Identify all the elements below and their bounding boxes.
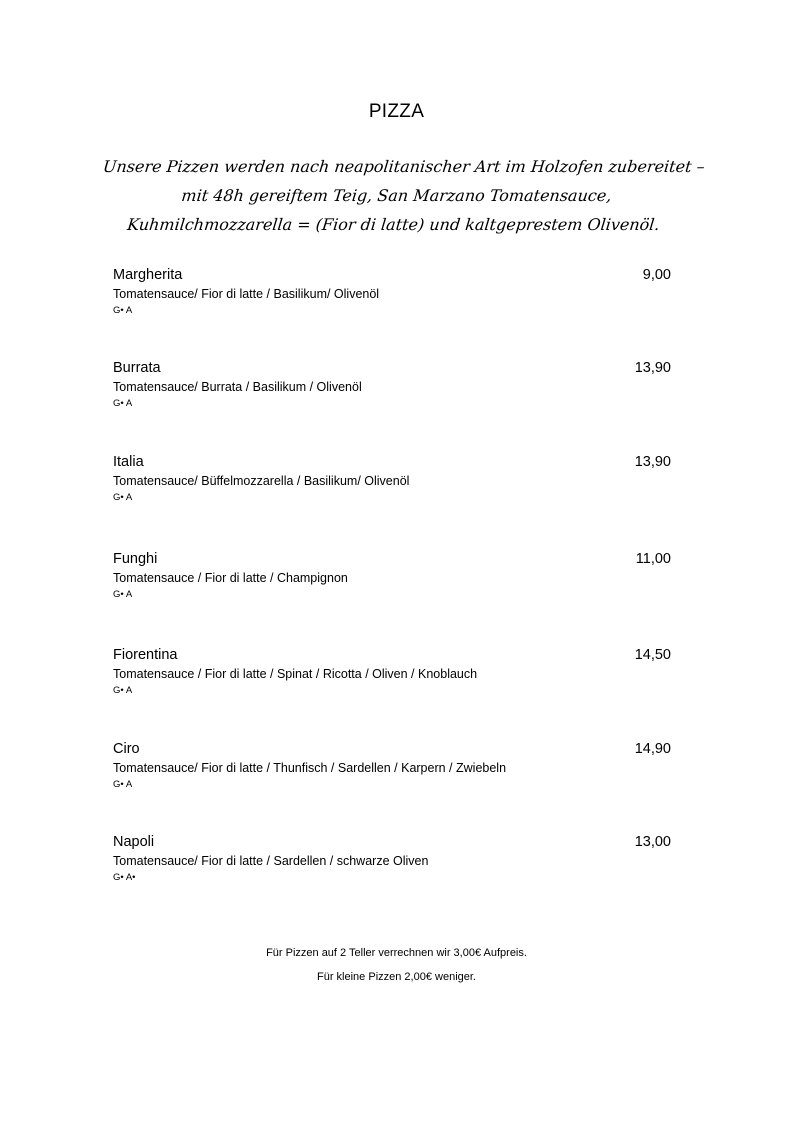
item-price: 11,00 xyxy=(635,551,671,567)
item-price: 14,90 xyxy=(634,741,671,757)
item-name: Funghi xyxy=(113,551,158,567)
item-price: 14,50 xyxy=(634,647,671,663)
note-split-plate: Für Pizzen auf 2 Teller verrechnen wir 3,00€ Aufpreis. xyxy=(266,947,527,959)
menu-item-margherita xyxy=(113,266,671,318)
item-description: Tomatensauce/ Fior di latte / Basilikum/ Olivenöl xyxy=(113,287,380,301)
item-price: 13,90 xyxy=(634,454,671,470)
intro-line: Unsere Pizzen werden nach neapolitanischer Art im Holzofen zubereitet – xyxy=(102,157,706,176)
item-allergens: G• A xyxy=(113,685,133,696)
item-name: Fiorentina xyxy=(113,647,178,663)
item-price: 13,90 xyxy=(634,360,671,376)
menu-item-funghi xyxy=(113,550,671,602)
intro-line: Kuhmilchmozzarella = (Fior di latte) und kaltgeprestem Olivenöl. xyxy=(126,215,661,234)
item-description: Tomatensauce / Fior di latte / Champignon xyxy=(113,571,348,585)
item-price: 13,00 xyxy=(634,834,671,850)
intro-text xyxy=(95,152,706,239)
item-allergens: G• A• xyxy=(113,872,136,883)
menu-item-fiorentina xyxy=(113,646,671,698)
item-price: 9,00 xyxy=(642,267,671,283)
item-name: Burrata xyxy=(113,360,161,376)
item-name: Italia xyxy=(113,454,144,470)
menu-item-italia xyxy=(113,453,671,505)
item-allergens: G• A xyxy=(113,589,133,600)
page-title: PIZZA xyxy=(368,101,425,122)
item-description: Tomatensauce / Fior di latte / Spinat / Ricotta / Oliven / Knoblauch xyxy=(113,667,478,681)
item-description: Tomatensauce/ Fior di latte / Sardellen / schwarze Oliven xyxy=(113,854,429,868)
item-allergens: G• A xyxy=(113,779,133,790)
item-allergens: G• A xyxy=(113,305,133,316)
item-name: Napoli xyxy=(113,834,155,850)
item-allergens: G• A xyxy=(113,492,133,503)
note-small-pizza: Für kleine Pizzen 2,00€ weniger. xyxy=(317,971,476,983)
menu-item-napoli xyxy=(113,833,671,885)
item-description: Tomatensauce/ Büffelmozzarella / Basilikum/ Olivenöl xyxy=(113,474,410,488)
menu-item-burrata xyxy=(113,359,671,411)
menu-item-ciro xyxy=(113,740,671,792)
item-name: Ciro xyxy=(113,741,140,757)
item-allergens: G• A xyxy=(113,398,133,409)
item-description: Tomatensauce/ Fior di latte / Thunfisch / Sardellen / Karpern / Zwiebeln xyxy=(113,761,507,775)
item-description: Tomatensauce/ Burrata / Basilikum / Olivenöl xyxy=(113,380,362,394)
item-name: Margherita xyxy=(113,267,183,283)
intro-line: mit 48h gereiftem Teig, San Marzano Tomatensauce, xyxy=(180,186,613,205)
